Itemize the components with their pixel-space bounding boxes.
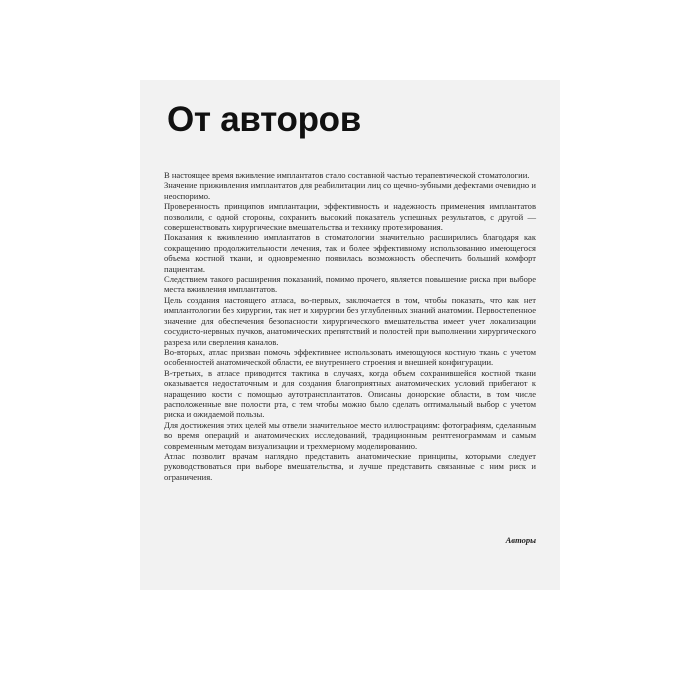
paragraph: Во-вторых, атлас призван помочь эффективнее использовать имеющуюся костную ткань с учетом особенностей анатомической области, ее внутреннего строения и внешней конфигурации. [164,346,536,368]
paragraph: Атлас позволит врачам наглядно представить анатомические принципы, которыми следует руководствоваться при выборе вмешательства, и лучше представить связанные с ним риск и ограничения. [164,450,536,482]
paragraph: Следствием такого расширения показаний, помимо прочего, является повышение риска при выборе места вживления имплантатов. [164,274,536,295]
paragraph: В-третьих, в атласе приводится тактика в случаях, когда объем сохранившейся костной ткани оказывается недостаточным и для создания благоприятных анатомических условий прибегают к наращению кости с помощью аутотрансплантатов. Описаны донорские области, в том числе расположенные вне полости рта, с тем чтобы можно было сделать оптимальный выбор с учетом риска и ожидаемой пользы. [164,367,536,420]
signature: Авторы [505,535,536,545]
paragraph: Значение приживления имплантатов для реабилитации лиц со щечно-зубными дефектами очевидно и неоспоримо. [164,180,536,201]
body-text [164,170,536,482]
paragraph: Цель создания настоящего атласа, во-первых, заключается в том, чтобы показать, что как нет имплантологии без хирургии, так нет и хирургии без углубленных знаний анатомии. Первостепенное значение для обеспечения безопасности хирургического вмешательства имеет учет локализации сосудисто-нервных пучков, анатомических препятствий и полостей при выполнении хирургического разреза или сверления каналов. [164,294,536,347]
page-title: От авторов [167,100,361,139]
paragraph: В настоящее время вживление имплантатов стало составной частью терапевтической стоматологии. [164,170,530,180]
paragraph: Показания к вживлению имплантатов в стоматологии значительно расширились благодаря как сокращению продолжительности лечения, так и более эффективному использованию имеющегося объема костной ткани, и одновременно появилась возможность обеспечить больший комфорт пациентам. [164,232,536,274]
paragraph: Для достижения этих целей мы отвели значительное место иллюстрациям: фотографиям, сделанным во время операций и анатомических исследований, традиционным рентгенограммам и самым современным методам визуализации и трехмерному моделированию. [164,419,536,451]
document-page [140,80,560,590]
paragraph: Проверенность принципов имплантации, эффективность и надежность применения имплантатов позволили, с одной стороны, сохранить высокий показатель успешных результатов, с другой — совершенствовать хирургические вмешательства и технику протезирования. [164,201,536,233]
